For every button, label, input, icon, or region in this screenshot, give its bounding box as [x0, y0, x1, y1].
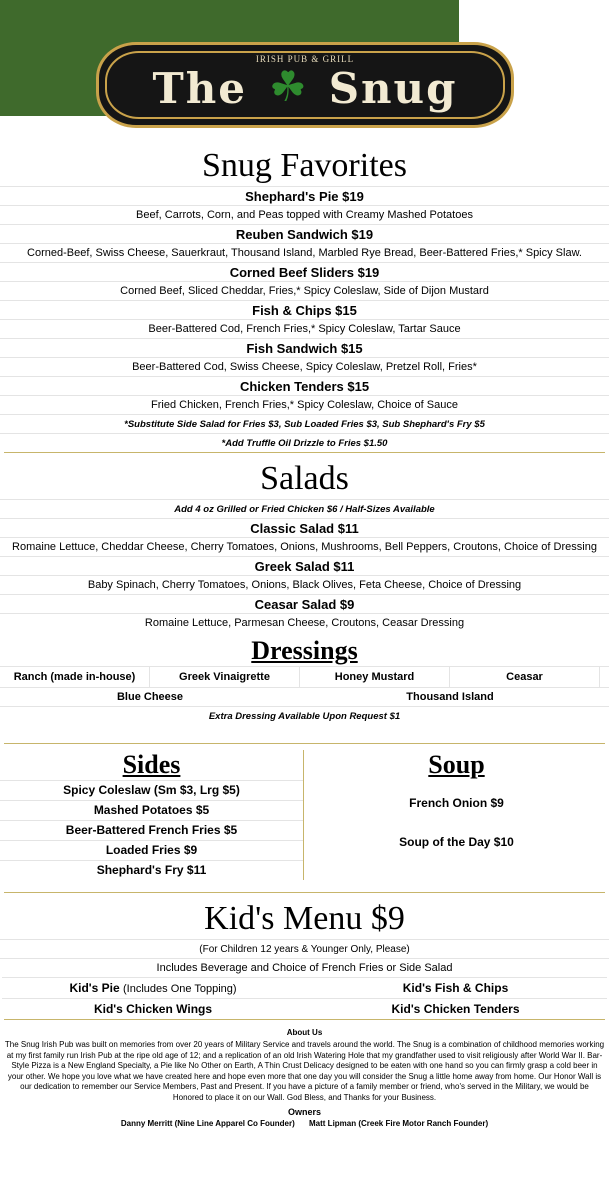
soup-item: French Onion $9 [409, 796, 504, 810]
about-text: The Snug Irish Pub was built on memories from over 20 years of Military Service and travels around the world. The Snug is a combination of childhood memories working at my first family run Irish Pub at the ripe old age of 12; and a replication of an old Irish Watering Hole that my grandfather used to visit religiously after World War II. Bar-Style Pizza is a New England Specialty, a Pie like No Other on Earth, A Thin Crust Delicacy designed to be eaten with one hand so you can firmly grasp a cold beer in your other. We hope you love what we have created here and hope even more that one day you will consider the Snug a little home away from home. Our Honor Wall is our dedication to remember our Service Members, Past and Present. If you have a picture of a family member or friend, who's served in the Military, we would be Honored to place it on our Wall. God Bless, and Thanks for your Business. [4, 1040, 605, 1102]
favorites-note: *Substitute Side Salad for Fries $3, Sub Loaded Fries $3, Sub Shephard's Fry $5 [0, 414, 609, 433]
logo-word-snug: Snug [328, 63, 458, 113]
sides-column [0, 750, 304, 880]
soup-title: Soup [428, 750, 485, 779]
kids-title: Kid's Menu $9 [204, 900, 405, 937]
menu-item-name: Reuben Sandwich $19 [0, 224, 609, 243]
side-item: Shephard's Fry $11 [0, 860, 303, 880]
logo-word-the: The [152, 63, 248, 113]
soup-column [304, 750, 609, 880]
salads-note: Add 4 oz Grilled or Fried Chicken $6 / Half-Sizes Available [0, 499, 609, 518]
favorites-note: *Add Truffle Oil Drizzle to Fries $1.50 [0, 433, 609, 452]
menu-item-name: Fish & Chips $15 [0, 300, 609, 319]
favorites-list [0, 186, 609, 452]
kids-item [2, 977, 304, 998]
salads-title: Salads [260, 460, 349, 497]
side-item: Mashed Potatoes $5 [0, 800, 303, 820]
menu-item-name: Classic Salad $11 [0, 518, 609, 537]
menu-item-desc: Beer-Battered Cod, French Fries,* Spicy Coleslaw, Tartar Sauce [0, 319, 609, 338]
owner-name: Matt Lipman (Creek Fire Motor Ranch Founder) [309, 1119, 489, 1128]
dressing-item: Thousand Island [406, 691, 494, 703]
side-item: Spicy Coleslaw (Sm $3, Lrg $5) [0, 780, 303, 800]
logo-arch-text: IRISH PUB & GRILL [255, 54, 355, 64]
owner-name: Danny Merritt (Nine Line Apparel Co Founder) [120, 1119, 295, 1128]
menu-item-desc: Corned-Beef, Swiss Cheese, Sauerkraut, Thousand Island, Marbled Rye Bread, Beer-Battered Fries,* Spicy Slaw. [0, 243, 609, 262]
dressing-item: Ceasar [450, 667, 600, 687]
about-title: About Us [286, 1028, 323, 1037]
divider [4, 1019, 605, 1020]
menu-item-name: Chicken Tenders $15 [0, 376, 609, 395]
divider [4, 452, 605, 453]
menu-item-desc: Beef, Carrots, Corn, and Peas topped with Creamy Mashed Potatoes [0, 205, 609, 224]
owners-title: Owners [287, 1107, 321, 1117]
the-snug-logo [96, 42, 514, 128]
sides-soup-block [0, 750, 609, 880]
dressing-item: Greek Vinaigrette [150, 667, 300, 687]
kids-item: Kid's Chicken Wings [2, 998, 304, 1019]
menu-item-desc: Beer-Battered Cod, Swiss Cheese, Spicy Coleslaw, Pretzel Roll, Fries* [0, 357, 609, 376]
menu-item-desc: Fried Chicken, French Fries,* Spicy Coleslaw, Choice of Sauce [0, 395, 609, 414]
dressings-title: Dressings [251, 636, 358, 665]
kids-item: Kid's Fish & Chips [304, 977, 607, 998]
owners-line [0, 1119, 609, 1128]
kids-items [2, 977, 607, 1019]
side-item: Beer-Battered French Fries $5 [0, 820, 303, 840]
soup-item: Soup of the Day $10 [399, 835, 514, 849]
kids-line: Includes Beverage and Choice of French Fries or Side Salad [0, 958, 609, 977]
menu-item-name: Ceasar Salad $9 [0, 594, 609, 613]
divider [4, 743, 605, 744]
dressings-row [0, 666, 609, 687]
kids-line: (For Children 12 years & Younger Only, Please) [0, 939, 609, 958]
menu-item-name: Corned Beef Sliders $19 [0, 262, 609, 281]
dressing-item: Honey Mustard [300, 667, 450, 687]
dressing-item: Ranch (made in-house) [0, 667, 150, 687]
kids-item-note: (Includes One Topping) [123, 983, 237, 995]
dressing-item: Blue Cheese [116, 691, 184, 703]
shamrock-icon: ☘ [269, 62, 307, 110]
favorites-title: Snug Favorites [202, 147, 407, 184]
dressings-note: Extra Dressing Available Upon Request $1 [0, 706, 609, 725]
sides-title: Sides [122, 750, 181, 779]
menu-body [0, 146, 609, 1128]
menu-item-desc: Romaine Lettuce, Parmesan Cheese, Croutons, Ceasar Dressing [0, 613, 609, 632]
menu-item-desc: Corned Beef, Sliced Cheddar, Fries,* Spicy Coleslaw, Side of Dijon Mustard [0, 281, 609, 300]
menu-item-name: Greek Salad $11 [0, 556, 609, 575]
side-item: Loaded Fries $9 [0, 840, 303, 860]
menu-item-name: Shephard's Pie $19 [0, 186, 609, 205]
salads-list [0, 499, 609, 632]
kids-item-name: Kid's Pie [69, 981, 120, 995]
dressings-row [0, 687, 609, 706]
kids-item: Kid's Chicken Tenders [304, 998, 607, 1019]
menu-item-desc: Baby Spinach, Cherry Tomatoes, Onions, Black Olives, Feta Cheese, Choice of Dressing [0, 575, 609, 594]
divider [4, 892, 605, 893]
menu-item-name: Fish Sandwich $15 [0, 338, 609, 357]
menu-item-desc: Romaine Lettuce, Cheddar Cheese, Cherry Tomatoes, Onions, Mushrooms, Bell Peppers, Croutons, Choice of Dressing [0, 537, 609, 556]
